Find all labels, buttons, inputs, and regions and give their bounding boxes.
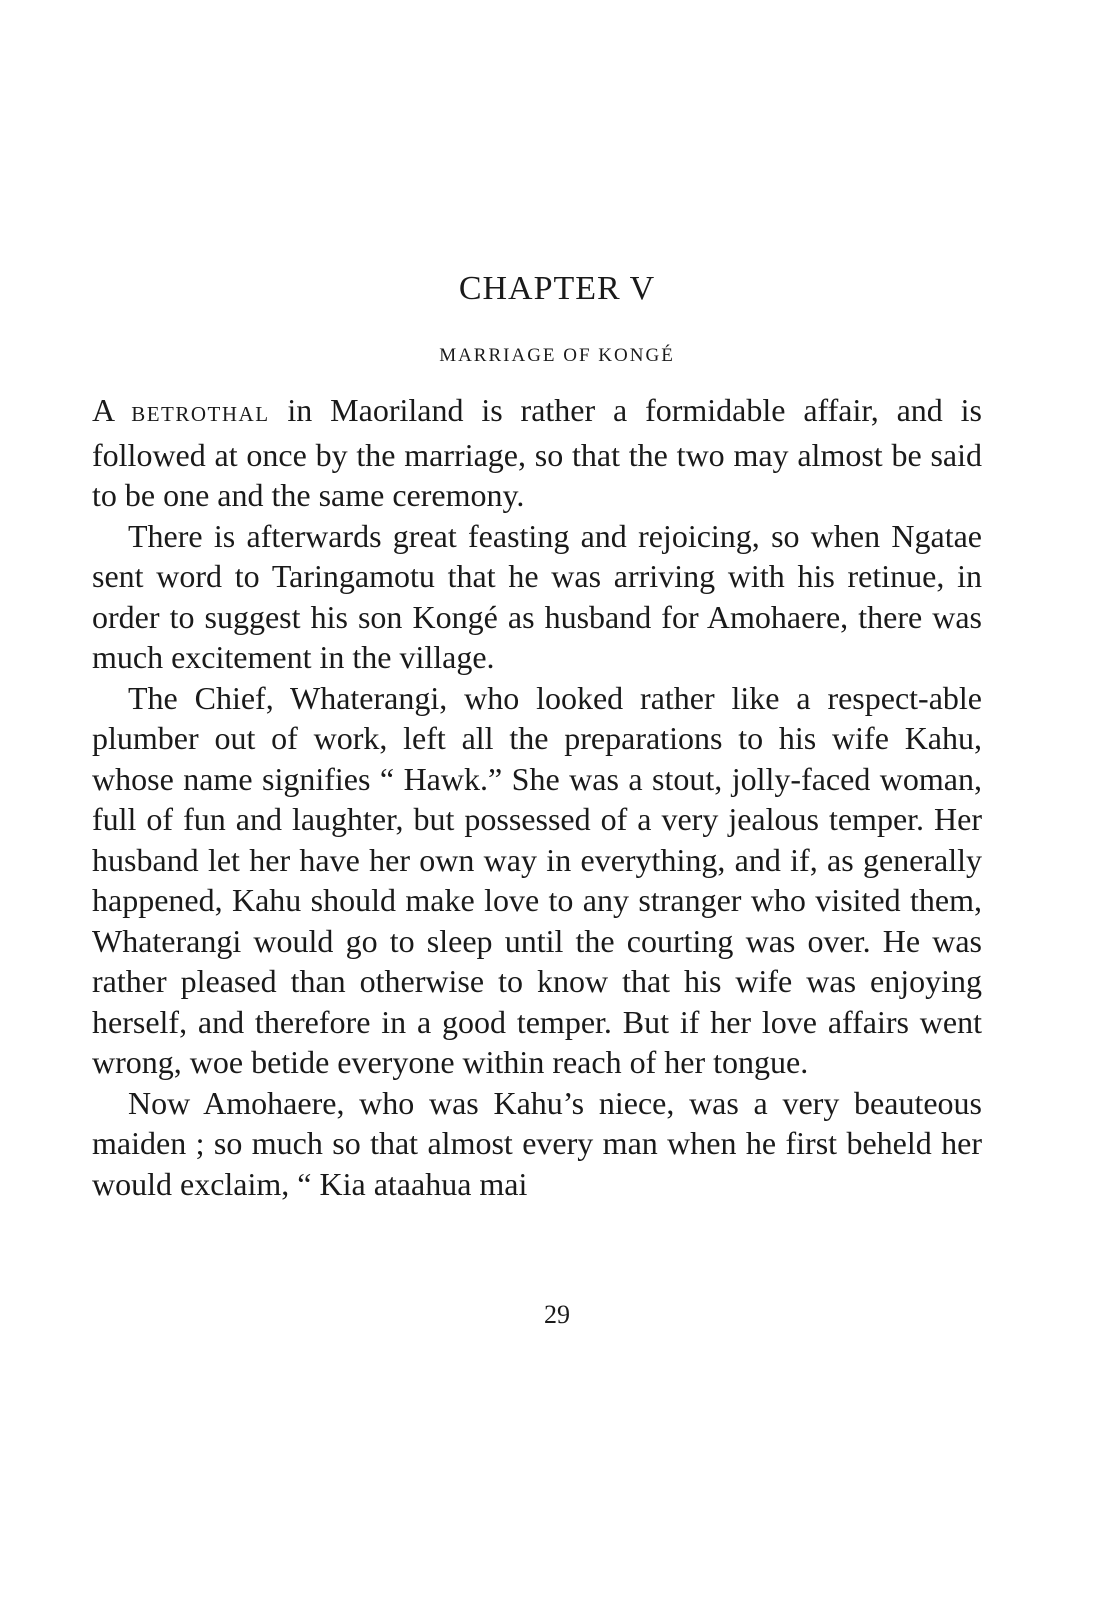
paragraph-3: The Chief, Whaterangi, who looked rather like a respect-able plumber out of work, left all the preparations to his wife Kahu, whose name signifies “ Hawk.” She was a stout, jolly-faced woman, full of fun and laughter, but possessed of a very jealous temper. Her husband let her have her own way in everything, and if, as generally happened, Kahu should make love to any stranger who visited them, Whaterangi would go to sleep until the courting was over. He was rather pleased than otherwise to know that his wife was enjoying herself, and therefore in a good temper. But if her love affairs went wrong, woe betide everyone within reach of her tongue. <box>92 679 982 1080</box>
chapter-subtitle: MARRIAGE OF KONGÉ <box>439 345 675 366</box>
paragraph-4: Now Amohaere, who was Kahu’s niece, was a very beauteous maiden ; so much so that almost every man when he first beheld her would exclaim, “ Kia ataahua mai <box>92 1084 982 1202</box>
paragraph-1-smallcaps: BETROTHAL <box>131 402 270 426</box>
paragraph-1 <box>92 390 982 516</box>
paragraph-2: There is afterwards great feasting and rejoicing, so when Ngatae sent word to Taringamotu that he was arriving with his retinue, in order to suggest his son Kongé as husband for Amohaere, there was much excitement in the village. <box>92 517 982 675</box>
paragraph-1-rest: in Maoriland is rather a formidable affair, and is followed at once by the marriage, so that the two may almost be said to be one and the same ceremony. <box>92 392 983 513</box>
chapter-title: CHAPTER V <box>458 270 656 307</box>
chapter-body <box>92 390 982 1204</box>
paragraph-1-lead: A <box>92 392 132 428</box>
page-number: 29 <box>544 1300 570 1329</box>
